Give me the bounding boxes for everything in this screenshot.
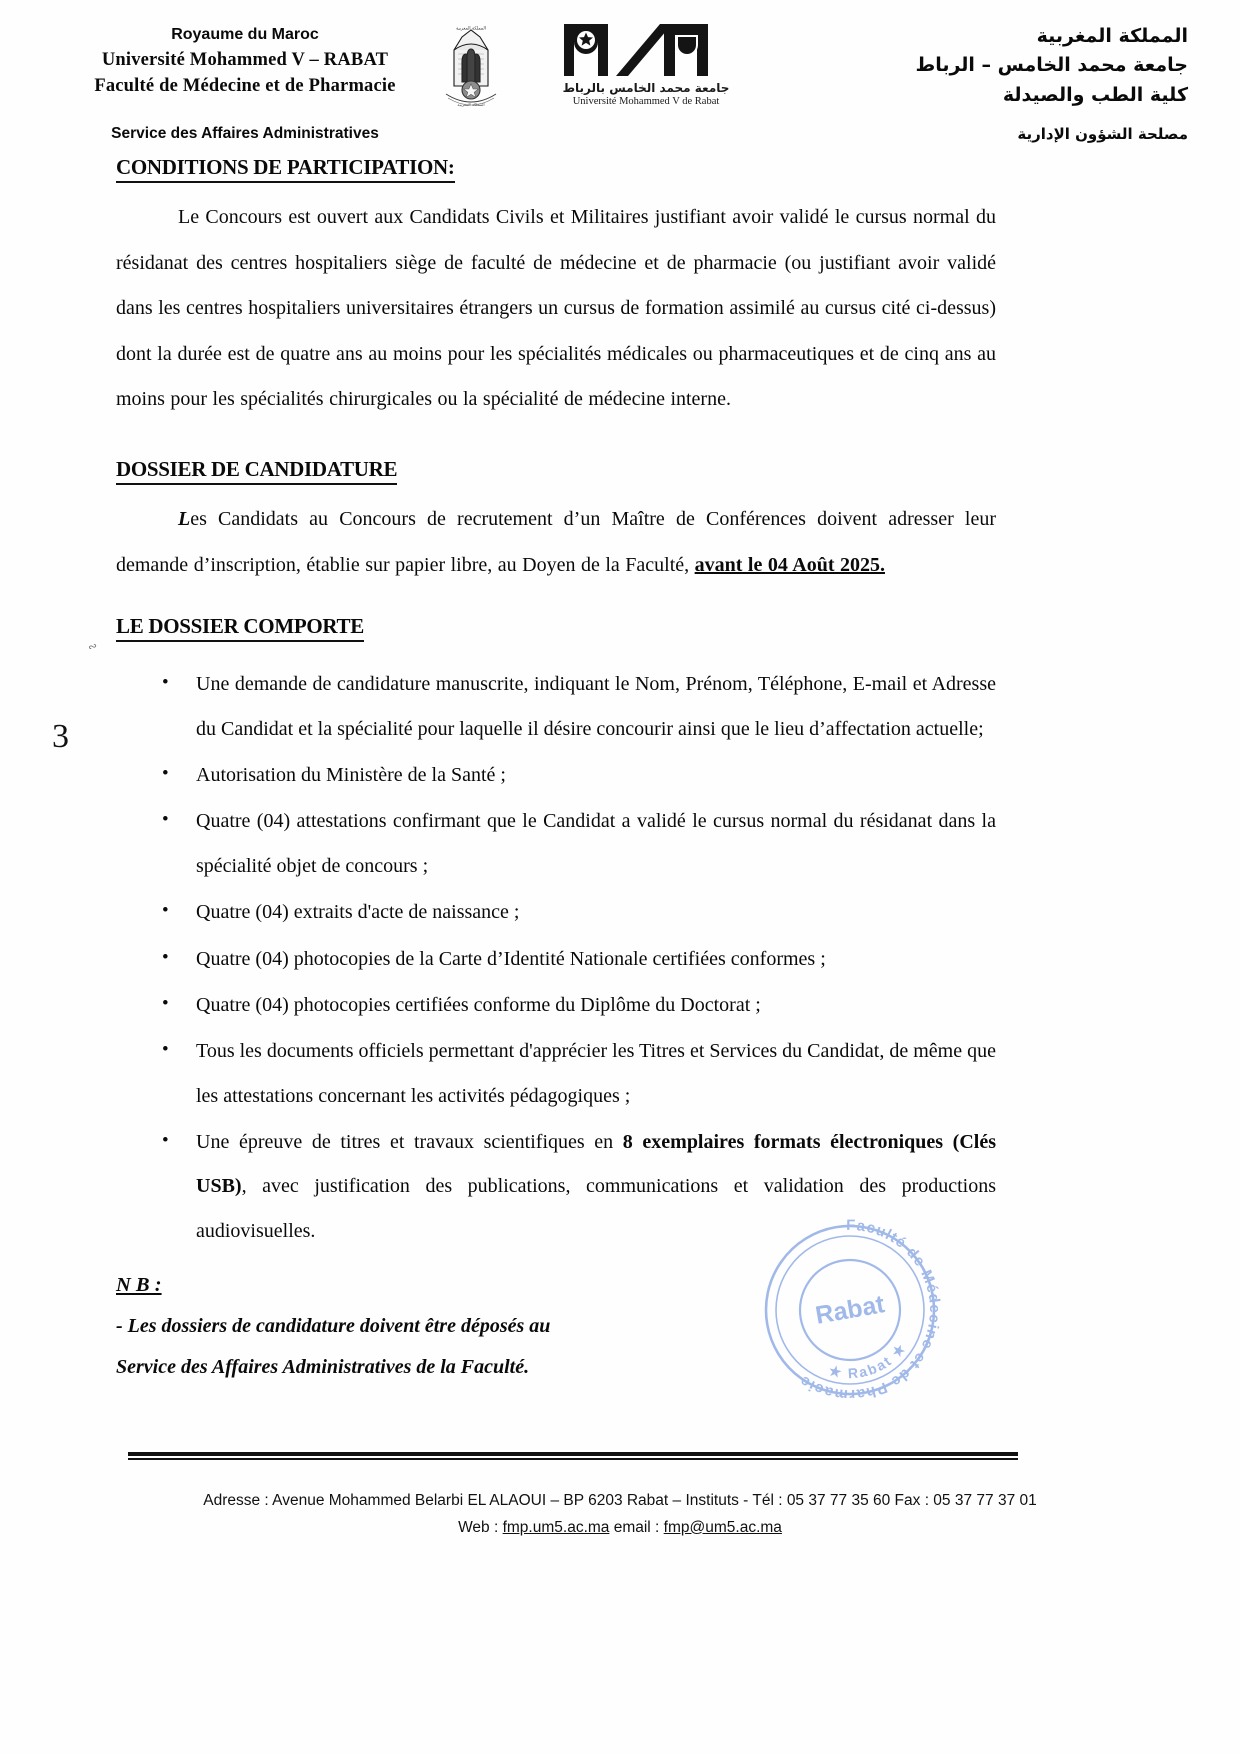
- svg-text:Faculté de Médecine et de Phar: Faculté de Médecine et de Pharmacie: [796, 1216, 944, 1404]
- heading-conditions-de-participation: CONDITIONS DE PARTICIPATION:: [116, 155, 455, 183]
- scan-speck: ∾: [86, 639, 100, 655]
- list-item: • Quatre (04) photocopies certifiées conforme du Diplôme du Doctorat ;: [116, 983, 996, 1027]
- header-service-fr: Service des Affaires Administratives: [111, 125, 379, 143]
- list-item-text-bold: 8 exemplaires formats électroniques (Clés USB): [196, 1131, 996, 1198]
- paragraph-dossier: [116, 497, 996, 588]
- list-item: • Tous les documents officiels permettant d'apprécier les Titres et Services du Candidat, de même que les attestations concernant les activités pédagogiques ;: [116, 1029, 996, 1118]
- list-item: • Une demande de candidature manuscrite, indiquant le Nom, Prénom, Téléphone, E-mail et Adresse du Candidat et la spécialité pour laquelle il désire concourir ainsi que le lieu d’affectation actuelle;: [116, 662, 996, 751]
- footer-contact: [0, 1515, 1240, 1542]
- spacer: [116, 423, 996, 457]
- nb-line-2: Service des Affaires Administratives de la Faculté.: [116, 1355, 530, 1378]
- footer-rule-thick: [128, 1452, 1018, 1456]
- official-stamp: [752, 1212, 948, 1408]
- list-item-text-before: Une épreuve de titres et travaux scientifiques en: [196, 1131, 623, 1154]
- paragraph-conditions: Le Concours est ouvert aux Candidats Civils et Militaires justifiant avoir validé le cursus normal du résidanat des centres hospitaliers siège de faculté de médecine et de pharmacie (ou justifiant avoir validé dans les centres hospitaliers universitaires étrangers un cursus de formation assimilé au cursus cité ci-dessus) dont la durée est de quatre ans au moins pour les spécialités médicales ou pharmaceutiques et de cinq ans au moins pour les spécialités chirurgicales ou la spécialité de médecine interne.: [116, 206, 996, 411]
- spacer: [116, 588, 996, 614]
- footer-web-link[interactable]: fmp.um5.ac.ma: [502, 1518, 610, 1536]
- page-header: [0, 18, 1240, 143]
- footer-address: Adresse : Avenue Mohammed Belarbi EL ALAOUI – BP 6203 Rabat – Instituts - Tél : 05 37 77 35 60 Fax : 05 37 77 37 01: [203, 1492, 1037, 1509]
- header-university-ar: جامعة محمد الخامس – الرباط: [915, 54, 1188, 77]
- footer-web-label: Web :: [458, 1518, 503, 1536]
- footer-email-label: email :: [609, 1518, 664, 1536]
- um5-university-logo: [556, 20, 736, 108]
- paragraph-dossier-text: es Candidats au Concours de recrutement d’un Maître de Conférences doivent adresser leur demande d’inscription, établie sur papier libre, au Doyen de la Faculté,: [116, 507, 996, 576]
- svg-text:Rabat: Rabat: [813, 1290, 887, 1330]
- dropcap-initial: L: [178, 507, 191, 530]
- header-service-ar: مصلحة الشؤون الإدارية: [1017, 125, 1188, 144]
- document-body: [116, 155, 996, 1383]
- svg-text:المملكة المغربية: المملكة المغربية: [457, 102, 485, 107]
- svg-text:★ Rabat ★: ★ Rabat ★: [827, 1339, 910, 1382]
- list-item: • Autorisation du Ministère de la Santé ;: [116, 753, 996, 797]
- header-kingdom-ar: المملكة المغربية: [1036, 25, 1188, 47]
- header-faculty-fr: Faculté de Médecine et de Pharmacie: [94, 75, 396, 96]
- list-item: • Quatre (04) extraits d'acte de naissance ;: [116, 890, 996, 934]
- svg-text:المملكة المغربية: المملكة المغربية: [456, 26, 486, 32]
- list-item-text-after: , avec justification des publications, communications et validation des productions audiovisuelles.: [196, 1175, 996, 1242]
- header-right-arabic: [768, 22, 1188, 147]
- morocco-emblem-logo: [432, 24, 510, 110]
- header-university-fr: Université Mohammed V – RABAT: [101, 49, 389, 70]
- nb-label: N B :: [116, 1274, 162, 1297]
- svg-text:جامعة محمد الخامس بالرباط: جامعة محمد الخامس بالرباط: [562, 81, 730, 95]
- page-footer: [0, 1488, 1240, 1541]
- list-item: • Quatre (04) attestations confirmant que le Candidat a validé le cursus normal du résidanat dans la spécialité objet de concours ;: [116, 799, 996, 888]
- header-kingdom-fr: Royaume du Maroc: [171, 26, 319, 43]
- footer-email-link[interactable]: fmp@um5.ac.ma: [663, 1518, 782, 1536]
- deadline-date: avant le 04 Août 2025.: [694, 553, 885, 576]
- nb-line-1: - Les dossiers de candidature doivent être déposés au: [116, 1315, 551, 1338]
- required-documents-list: [116, 662, 996, 1253]
- heading-le-dossier-comporte: LE DOSSIER COMPORTE: [116, 614, 364, 642]
- page-number: 3: [52, 718, 69, 755]
- svg-text:Université Mohammed V de Rabat: Université Mohammed V de Rabat: [572, 96, 720, 107]
- header-faculty-ar: كلية الطب والصيدلة: [1002, 83, 1188, 106]
- header-left-french: [60, 24, 430, 145]
- footer-divider: [128, 1452, 1018, 1461]
- heading-dossier-de-candidature: DOSSIER DE CANDIDATURE: [116, 457, 397, 485]
- footer-rule-thin: [128, 1458, 1018, 1460]
- list-item: • Quatre (04) photocopies de la Carte d’Identité Nationale certifiées conformes ;: [116, 937, 996, 981]
